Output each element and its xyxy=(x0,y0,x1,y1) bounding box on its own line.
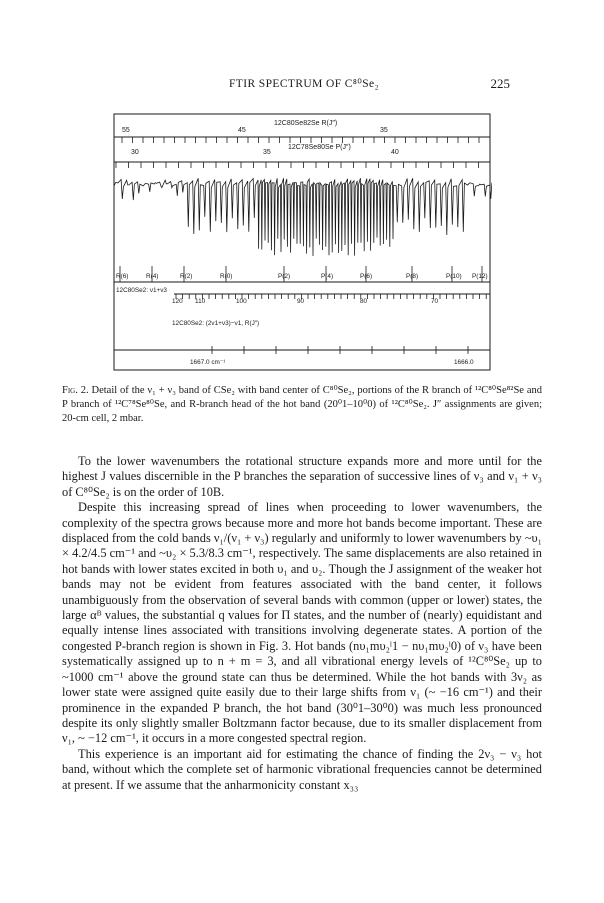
branch-label-r4: R(4) xyxy=(146,273,159,280)
page-number: 225 xyxy=(490,76,510,91)
branch-label-r2: R(2) xyxy=(180,273,193,280)
top-label-45: 45 xyxy=(238,127,246,134)
hot-band-tick-marks xyxy=(176,294,486,299)
spectrum-trace xyxy=(114,178,492,256)
branch-label-r0: R(0) xyxy=(220,273,233,280)
caption-lead: Fig. 2. xyxy=(62,385,89,396)
branch-label-p12: P(12) xyxy=(472,273,488,280)
r-branch-isotopologue-label: 12C80Se82Se R(J″) xyxy=(274,120,338,127)
branch-label-p2: P(2) xyxy=(278,273,291,280)
branch-label-p8: P(8) xyxy=(406,273,419,280)
hot-band-number-80: 80 xyxy=(360,298,368,305)
page-header xyxy=(98,76,510,92)
axis-label-left: 1667.0 cm⁻¹ xyxy=(190,359,226,366)
body-text xyxy=(62,454,542,793)
cold-band-label: 12C80Se2: ν1+ν3 xyxy=(116,287,167,294)
paragraph-3: This experience is an important aid for estimating the chance of finding the 2ν₃ − ν₃ hot band, without which the complete set of harmonic vibrational frequencies cannot be determined at present. If we assume that the anharmonicity constant x₃₃ xyxy=(62,746,542,792)
paragraph-2: Despite this increasing spread of lines when proceeding to lower wavenumbers, the complexity of the spectra grows because more and more hot bands become important. These are displaced from the cold bands ν₁/(ν₁ + ν₃) regularly and uniformly to lower wavenumbers by ~υ₁ × 4.2/4.5 cm⁻¹ and ~υ₂ × 5.3/8.3 cm⁻¹, respectively. The same displacements are also retained in hot bands with lower states excited in both υ₁ and υ₂. Though the J assignment of the weaker hot bands may not be evident from features associated with the band center, it follows unambiguously from the observation of several bands with common (upper or lower) states, the large αᴮ values, the substantial q values for Π states, and the number of (nearly) equidistant and equally intense lines associated with transitions involving degenerate states. A portion of the congested P-branch region is shown in Fig. 3. Hot bands (nυ₁mυ₂ˡ1 − nυ₁mυ₂ˡ0) of ν₃ have been systematically assigned up to n + m = 3, and all vibrational energy levels of ¹²C⁸⁰Se₂ up to ~1000 cm⁻¹ above the ground state can thus be determined. While the hot bands with 3ν₂ as lower state were assigned quite easily due to their large shifts from ν₁ (~ −16 cm⁻¹) and their prominence in the expanded P branch, the hot band (30⁰1–30⁰0) was much less pronounced despite its only slightly smaller Boltzmann factor because, due to its smaller displacement from ν₁, ~ −12 cm⁻¹, it occurs in a more congested spectral region. xyxy=(62,500,542,746)
hot-band-label: 12C80Se2: (2ν1+ν3)−ν1, R(J″) xyxy=(172,320,260,327)
hot-band-number-90: 90 xyxy=(297,298,305,305)
figure-frame xyxy=(114,114,490,370)
top-label-35b: 35 xyxy=(263,149,271,156)
top-tick-marks xyxy=(116,137,479,168)
caption-text: Detail of the ν₁ + ν₃ band of CSe₂ with band center of C⁸⁰Se₂, portions of the R branch of ¹²C⁸⁰Se⁸²Se and P branch of ¹²C⁷⁸Se⁸⁰Se, and R-branch head of the hot band (20⁰1–10⁰0) of ¹²C⁸⁰Se₂. J″ assignments are given; 20-cm cell, 2 mbar. xyxy=(62,385,542,424)
hot-band-number-120: 120 xyxy=(172,298,183,305)
figure-caption xyxy=(62,384,542,426)
paragraph-1: To the lower wavenumbers the rotational structure expands more and more until for the highest J values discernible in the P branches the separation of successive lines of ν₃ and ν₁ + ν₃ of C⁸⁰Se₂ is on the order of 10B. xyxy=(62,454,542,499)
p-branch-isotopologue-label: 12C78Se80Se P(J″) xyxy=(288,144,351,151)
top-label-55: 55 xyxy=(122,127,130,134)
top-label-30: 30 xyxy=(131,149,139,156)
branch-tick-marks xyxy=(120,266,482,282)
branch-label-p10: P(10) xyxy=(446,273,462,280)
branch-label-r6: R(6) xyxy=(116,273,129,280)
top-label-35: 35 xyxy=(380,127,388,134)
hot-band-number-100: 100 xyxy=(236,298,247,305)
top-label-40: 40 xyxy=(391,149,399,156)
running-title: FTIR SPECTRUM OF C⁸⁰Se₂ xyxy=(229,78,379,90)
spectrum-figure xyxy=(92,106,492,378)
branch-label-p4: P(4) xyxy=(321,273,334,280)
branch-label-p6: P(6) xyxy=(360,273,373,280)
hot-band-number-70: 70 xyxy=(431,298,439,305)
axis-label-right: 1666.0 xyxy=(454,359,474,366)
hot-band-number-110: 110 xyxy=(195,298,206,305)
